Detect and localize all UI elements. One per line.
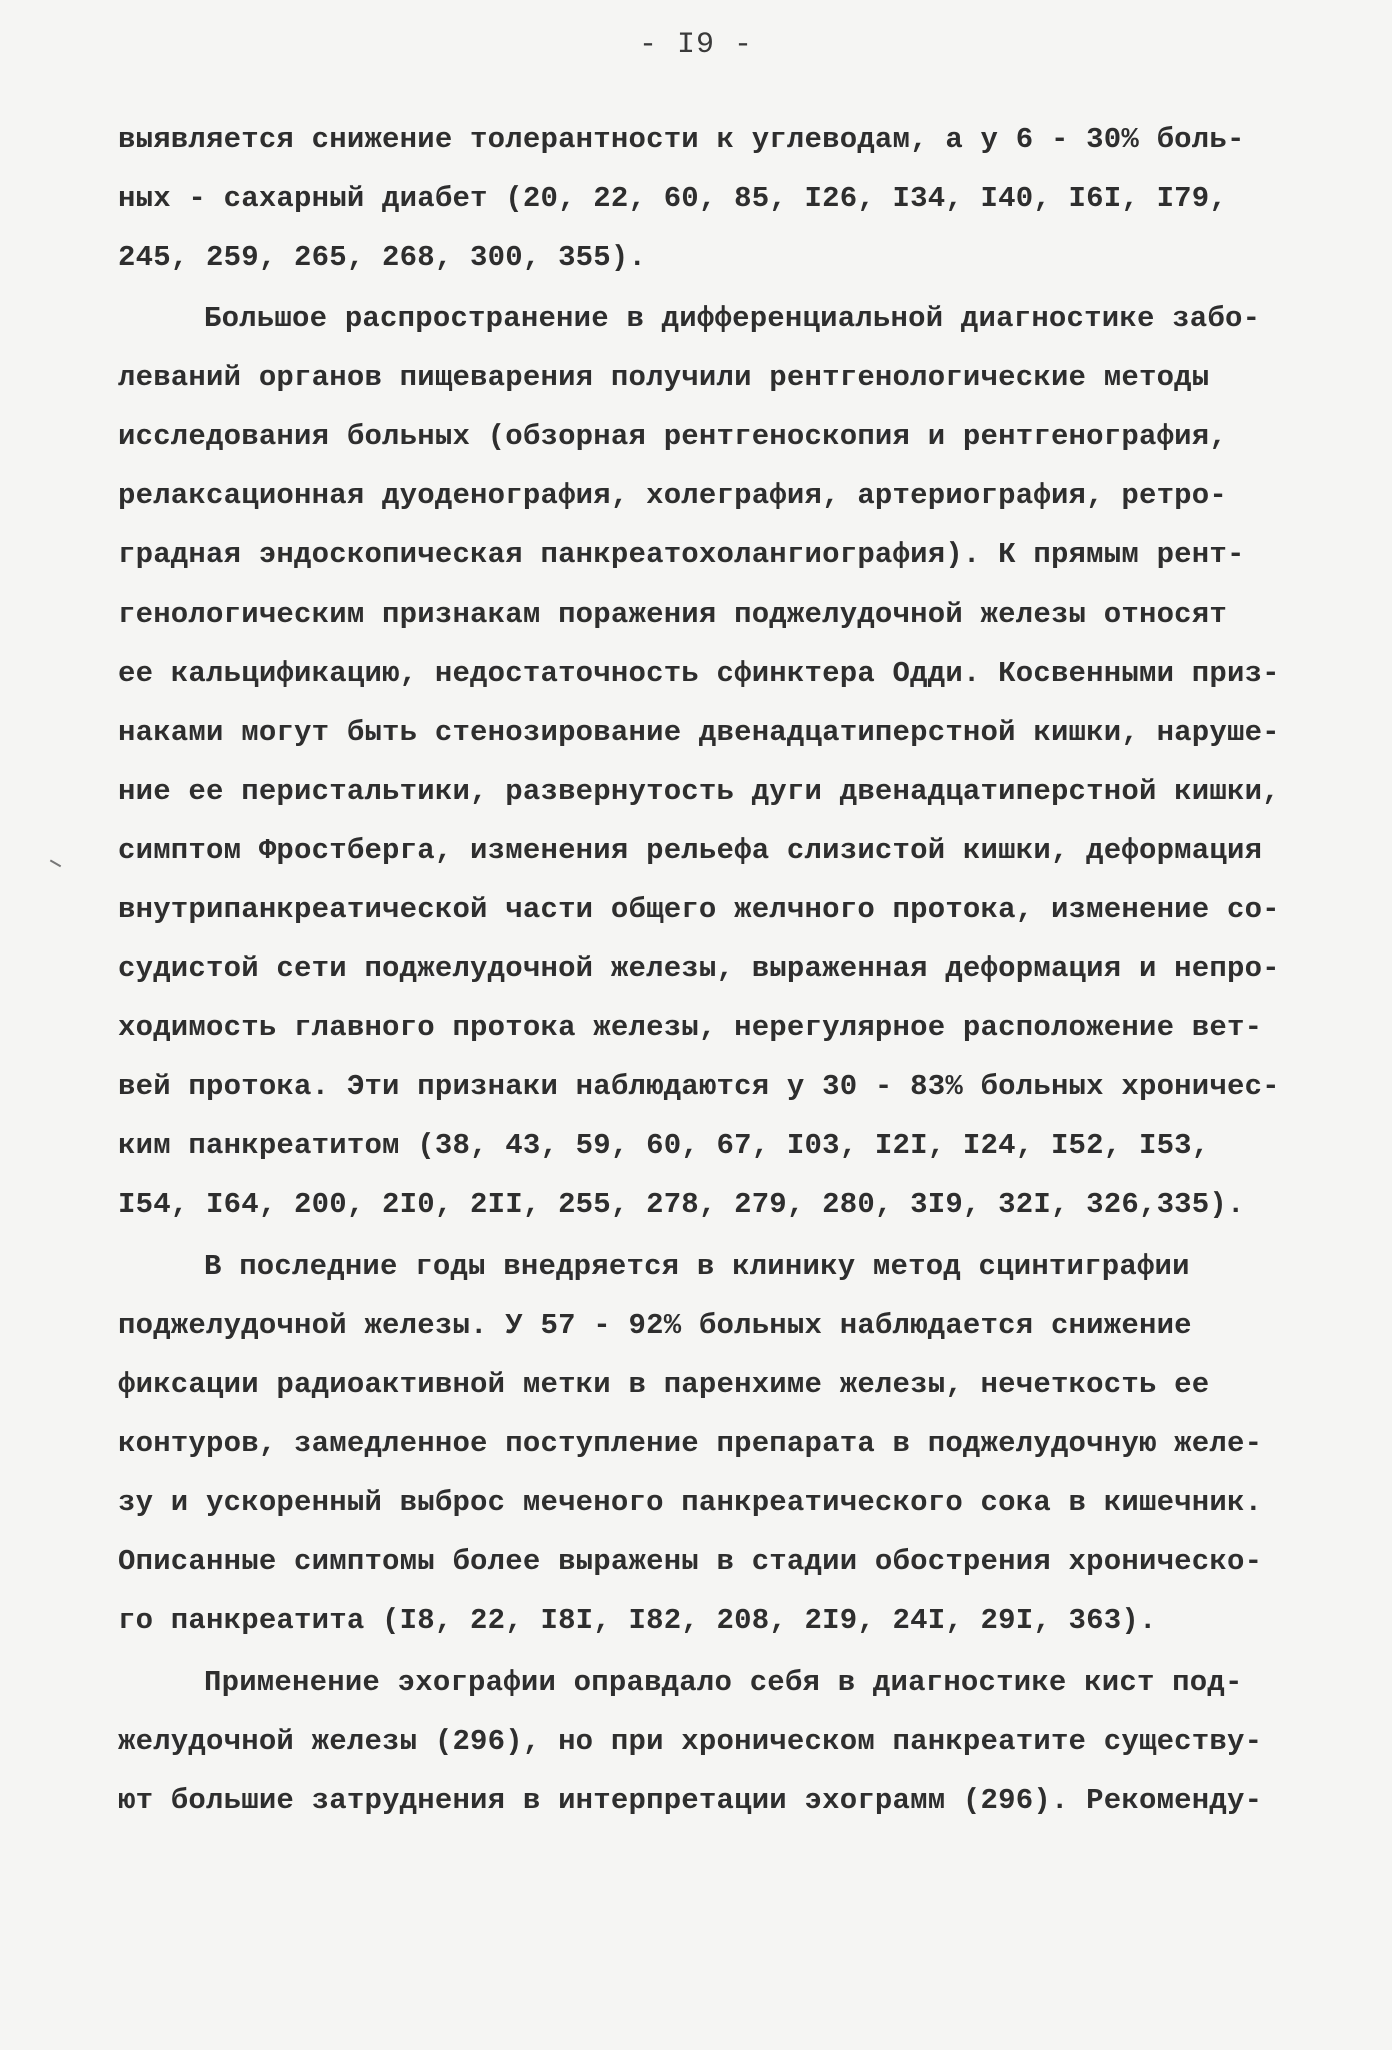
text-line: ют большие затруднения в интерпретации эхограмм (296). Рекоменду- bbox=[118, 1784, 1263, 1817]
text-line: Описанные симптомы более выражены в стадии обострения хроническо- bbox=[118, 1545, 1263, 1578]
text-line: релаксационная дуоденография, холеграфия, артериография, ретро- bbox=[118, 479, 1227, 512]
text-line: фиксации радиоактивной метки в паренхиме железы, нечеткость ее bbox=[118, 1368, 1210, 1401]
text-line: го панкреатита (I8, 22, I8I, I82, 208, 2I9, 24I, 29I, 363). bbox=[118, 1604, 1157, 1637]
text-line: I54, I64, 200, 2I0, 2II, 255, 278, 279, 280, 3I9, 32I, 326,335). bbox=[118, 1188, 1245, 1221]
text-line: ние ее перистальтики, развернутость дуги двенадцатиперстной кишки, bbox=[118, 775, 1280, 808]
page-number: - I9 - bbox=[638, 28, 754, 62]
text-line: ных - сахарный диабет (20, 22, 60, 85, I26, I34, I40, I6I, I79, bbox=[118, 182, 1227, 215]
text-line: ходимость главного протока железы, нерегулярное расположение вет- bbox=[118, 1011, 1263, 1044]
text-line: судистой сети поджелудочной железы, выраженная деформация и непро- bbox=[118, 952, 1280, 985]
text-line: градная эндоскопическая панкреатохолангиография). К прямым рент- bbox=[118, 538, 1245, 571]
text-line: Применение эхографии оправдало себя в диагностике кист под- bbox=[204, 1666, 1243, 1699]
text-line: зу и ускоренный выброс меченого панкреатического сока в кишечник. bbox=[118, 1486, 1263, 1519]
text-line: наками могут быть стенозирование двенадцатиперстной кишки, наруше- bbox=[118, 716, 1280, 749]
text-line: Большое распространение в дифференциальной диагностике забо- bbox=[204, 302, 1261, 335]
text-line: В последние годы внедряется в клинику метод сцинтиграфии bbox=[204, 1250, 1190, 1283]
text-line: ким панкреатитом (38, 43, 59, 60, 67, I03, I2I, I24, I52, I53, bbox=[118, 1129, 1210, 1162]
text-line: внутрипанкреатической части общего желчного протока, изменение со- bbox=[118, 893, 1280, 926]
text-line: вей протока. Эти признаки наблюдаются у 30 - 83% больных хроничес- bbox=[118, 1070, 1280, 1103]
text-line: 245, 259, 265, 268, 300, 355). bbox=[118, 241, 647, 274]
text-line: генологическим признакам поражения поджелудочной железы относят bbox=[118, 598, 1227, 631]
text-line: леваний органов пищеварения получили рентгенологические методы bbox=[118, 361, 1210, 394]
text-line: поджелудочной железы. У 57 - 92% больных наблюдается снижение bbox=[118, 1309, 1192, 1342]
text-line: контуров, замедленное поступление препарата в поджелудочную желе- bbox=[118, 1427, 1263, 1460]
text-line: ее кальцификацию, недостаточность сфинктера Одди. Косвенными приз- bbox=[118, 657, 1280, 690]
text-line: исследования больных (обзорная рентгеноскопия и рентгенография, bbox=[118, 420, 1227, 453]
scan-artifact bbox=[47, 860, 61, 873]
text-line: выявляется снижение толерантности к углеводам, а у 6 - 30% боль- bbox=[118, 123, 1245, 156]
text-line: симптом Фростберга, изменения рельефа слизистой кишки, деформация bbox=[118, 834, 1263, 867]
text-line: желудочной железы (296), но при хроническом панкреатите существу- bbox=[118, 1725, 1263, 1758]
